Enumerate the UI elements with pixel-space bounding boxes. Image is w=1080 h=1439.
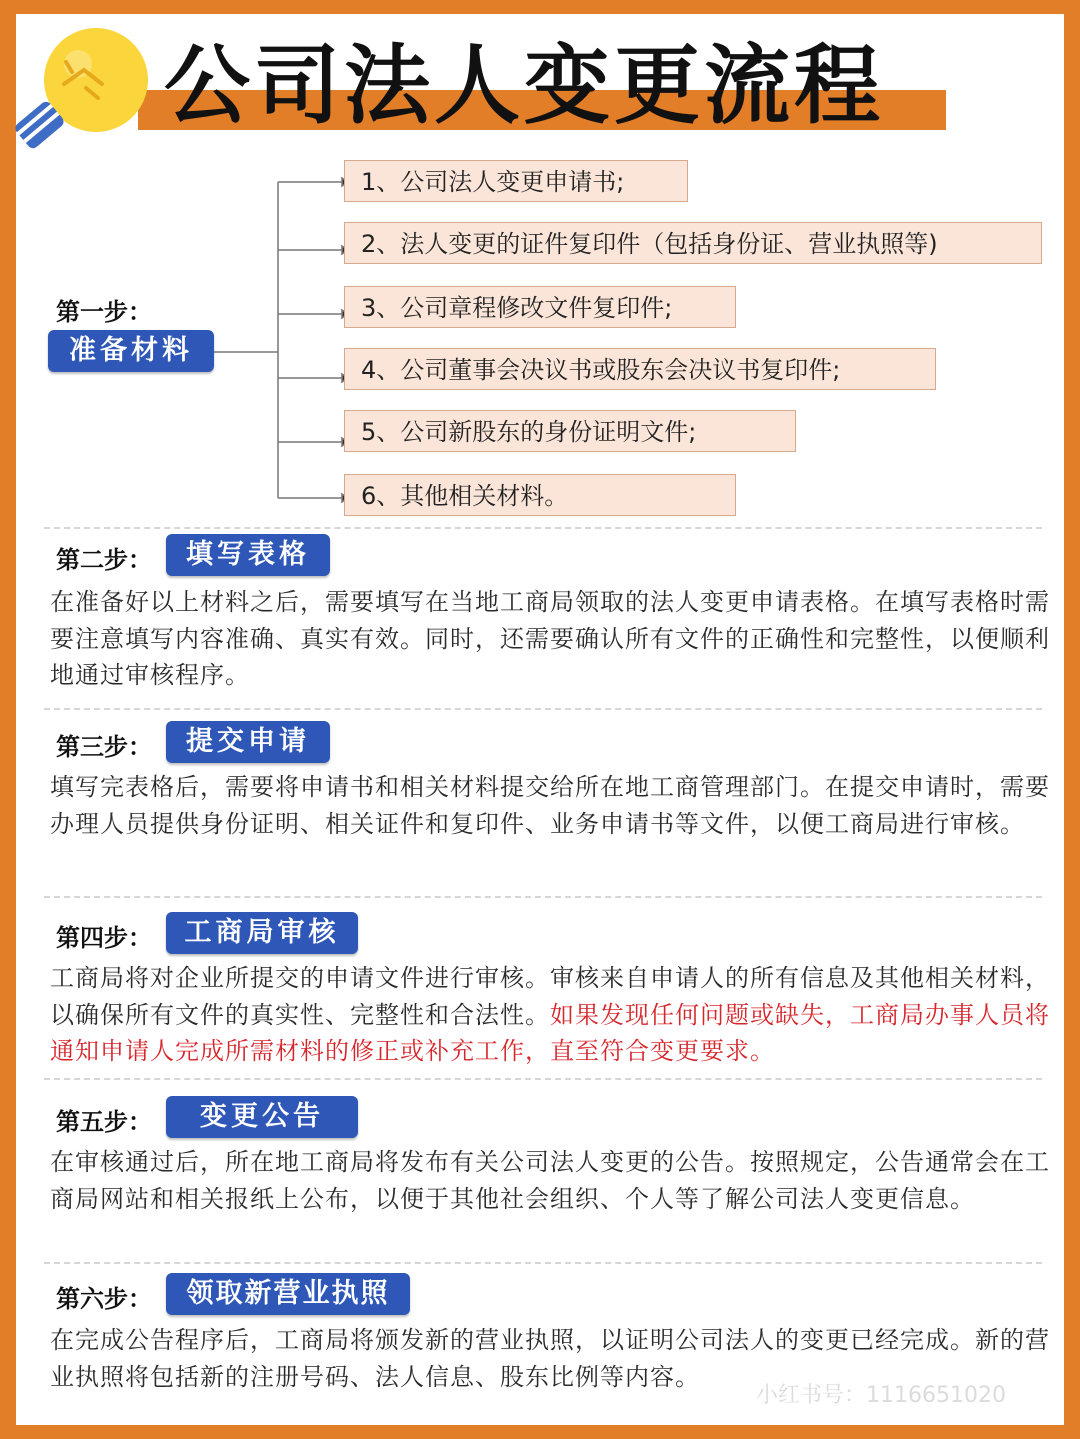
step2-tag: 填写表格 — [166, 534, 330, 576]
infographic-page — [16, 14, 1064, 1425]
material-item: 2、法人变更的证件复印件（包括身份证、营业执照等) — [344, 222, 1042, 264]
step1-tag: 准备材料 — [48, 330, 214, 372]
material-item: 6、其他相关材料。 — [344, 474, 736, 516]
step5-tag: 变更公告 — [166, 1096, 358, 1138]
step6-label: 第六步： — [56, 1285, 152, 1313]
step6-text: 在完成公告程序后，工商局将颁发新的营业执照，以证明公司法人的变更已经完成。新的营业执照将包括新的注册号码、法人信息、股东比例等内容。 — [50, 1326, 1050, 1391]
step4-label: 第四步： — [56, 924, 152, 952]
material-item: 1、公司法人变更申请书; — [344, 160, 688, 202]
material-item: 4、公司董事会决议书或股东会决议书复印件; — [344, 348, 936, 390]
step5-text: 在审核通过后，所在地工商局将发布有关公司法人变更的公告。按照规定，公告通常会在工商局网站和相关报纸上公布，以便于其他社会组织、个人等了解公司法人变更信息。 — [50, 1148, 1050, 1213]
section-divider — [44, 896, 1042, 898]
step5-label: 第五步： — [56, 1108, 152, 1136]
section-divider — [44, 708, 1042, 710]
step2-label: 第二步： — [56, 546, 152, 574]
materials-bracket — [16, 14, 1064, 534]
step4-text-main: 工商局将对企业所提交的申请文件进行审核。审核来自申请人的所有信息及其他相关材料，以确保所有文件的真实性、完整性和合法性。 — [50, 964, 1050, 1029]
page-title: 公司法人变更流程 — [164, 36, 884, 136]
material-item: 5、公司新股东的身份证明文件; — [344, 410, 796, 452]
step4-text — [50, 960, 1050, 1070]
watermark: 小红书号：1116651020 — [756, 1383, 1006, 1408]
step3-text: 填写完表格后，需要将申请书和相关材料提交给所在地工商管理部门。在提交申请时，需要办理人员提供身份证明、相关证件和复印件、业务申请书等文件，以便工商局进行审核。 — [50, 773, 1050, 838]
step2-text: 在准备好以上材料之后，需要填写在当地工商局领取的法人变更申请表格。在填写表格时需要注意填写内容准确、真实有效。同时，还需要确认所有文件的正确性和完整性，以便顺利地通过审核程序。 — [50, 588, 1050, 689]
section-divider — [44, 527, 1042, 529]
section-divider — [44, 1262, 1042, 1264]
step3-tag: 提交申请 — [166, 721, 330, 763]
section-divider — [44, 1078, 1042, 1080]
material-item: 3、公司章程修改文件复印件; — [344, 286, 736, 328]
step4-tag: 工商局审核 — [166, 912, 358, 954]
step1-label: 第一步： — [56, 298, 152, 326]
step3-label: 第三步： — [56, 733, 152, 761]
step6-tag: 领取新营业执照 — [166, 1273, 410, 1315]
step4-text-highlight: 如果发现任何问题或缺失，工商局办事人员将通知申请人完成所需材料的修正或补充工作，直至符合变更要求。 — [50, 1000, 1050, 1065]
